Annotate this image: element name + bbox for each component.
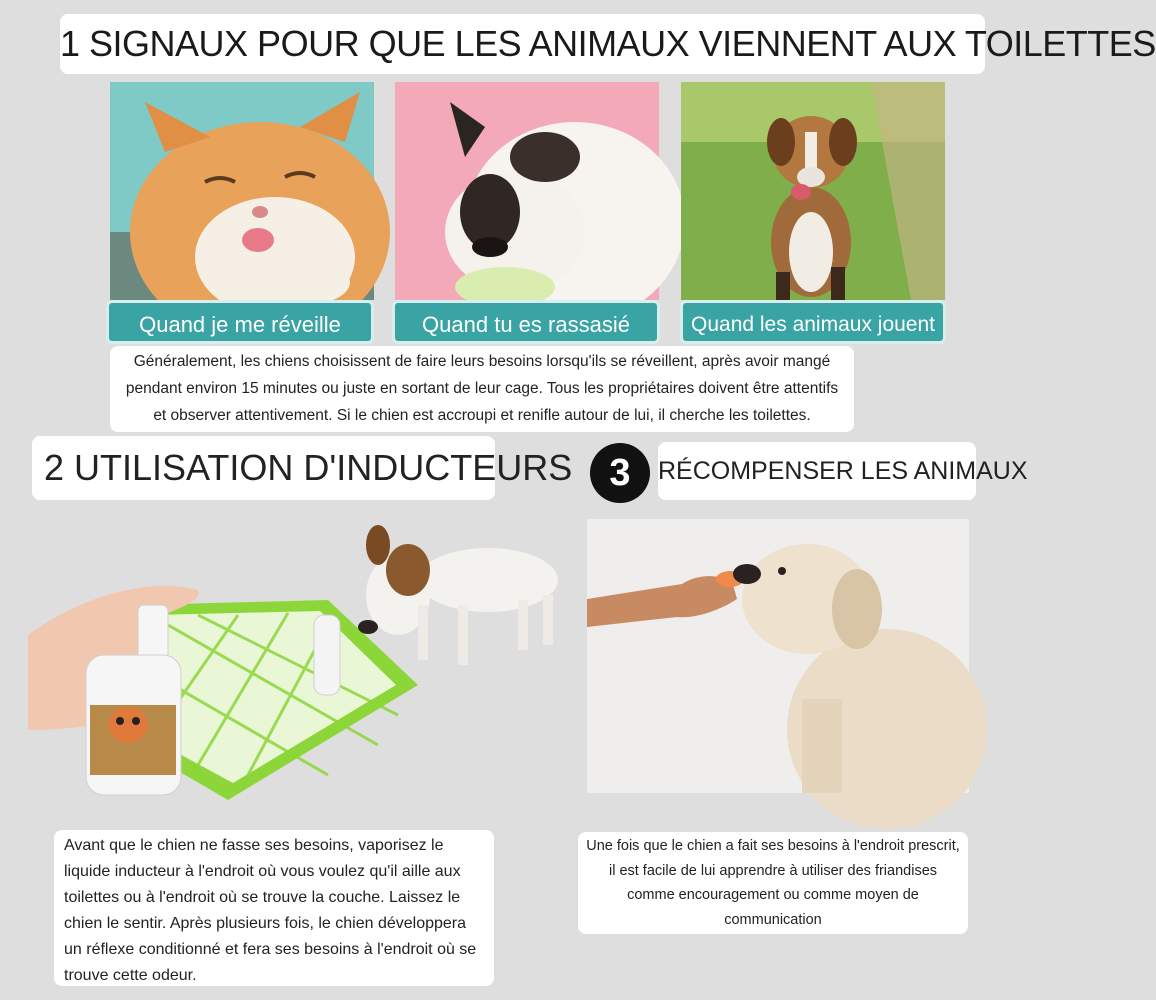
section1-description: Généralement, les chiens choisissent de faire leurs besoins lorsqu'ils se réveillent, après avoir mangé pendant environ 15 minutes ou juste en sortant de leur cage. Tous les propriétaires doivent être attentifs et observer attentivement. Si le chien est accroupi et renifle autour de lui, il cherche les toilettes. <box>110 346 854 432</box>
section3-title: RÉCOMPENSER LES ANIMAUX <box>658 442 976 500</box>
caption-after-eating: Quand tu es rassasié <box>392 300 660 344</box>
beagle-photo <box>681 82 945 300</box>
treat-reward-photo <box>587 519 969 793</box>
bulldog-photo <box>395 82 659 300</box>
cat-photo <box>110 82 374 300</box>
section2-title: 2 UTILISATION D'INDUCTEURS <box>32 436 495 500</box>
inducer-illustration <box>28 515 568 820</box>
section1-title: 1 SIGNAUX POUR QUE LES ANIMAUX VIENNENT AUX TOILETTES <box>60 14 985 74</box>
caption-playing: Quand les animaux jouent <box>680 300 946 344</box>
section3-number-badge: 3 <box>590 443 650 503</box>
section3-description: Une fois que le chien a fait ses besoins à l'endroit prescrit, il est facile de lui apprendre à utiliser des friandises comme encouragement ou comme moyen de communication <box>578 832 968 934</box>
caption-wake-up: Quand je me réveille <box>106 300 374 344</box>
section2-description: Avant que le chien ne fasse ses besoins, vaporisez le liquide inducteur à l'endroit où vous voulez qu'il aille aux toilettes ou à l'endroit où se trouve la couche. Laissez le chien le sentir. Après plusieurs fois, le chien développera un réflexe conditionné et fera ses besoins à l'endroit où se trouve cette odeur. <box>54 830 494 986</box>
